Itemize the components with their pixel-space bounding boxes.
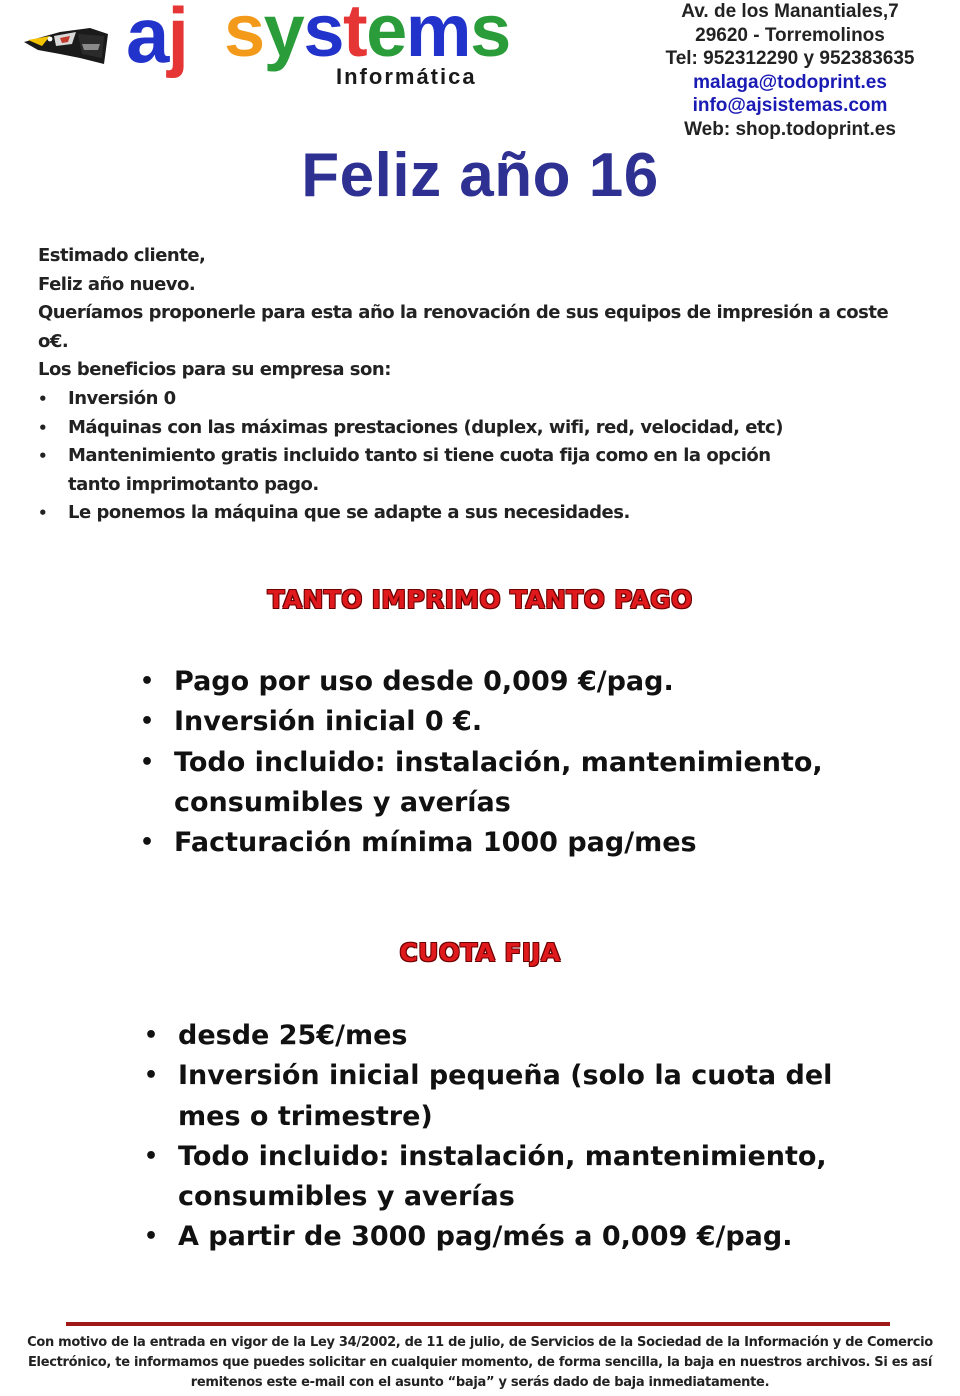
proposal: Queríamos proponerle para esta año la renovación de sus equipos de impresión a coste o€. xyxy=(38,302,889,352)
benefits-lead: Los beneficios para su empresa son: xyxy=(38,359,391,381)
list-item: • Pago por uso desde 0,009 €/pag. xyxy=(140,662,880,702)
email-link-malaga[interactable]: malaga@todoprint.es xyxy=(693,71,887,93)
email-link-info[interactable]: info@ajsistemas.com xyxy=(692,95,888,117)
list-item: • Le ponemos la máquina que se adapte a sus necesidades. xyxy=(38,499,918,528)
new-year-wish: Feliz año nuevo. xyxy=(38,273,196,295)
list-item: • Todo incluido: instalación, mantenimiento, consumibles y averías xyxy=(140,743,864,824)
phone: Tel: 952312290 y 952383635 xyxy=(665,48,915,70)
pay-per-use-list xyxy=(140,662,880,863)
web-link[interactable]: Web: shop.todoprint.es xyxy=(684,118,896,140)
city: 29620 - Torremolinos xyxy=(695,24,885,46)
list-item: • Inversión inicial 0 €. xyxy=(140,702,880,742)
page-title: Feliz año 16 xyxy=(301,141,659,210)
list-item: • Mantenimiento gratis incluido tanto si tiene cuota fija como en la opción tanto imprimotanto pago. xyxy=(38,442,828,499)
list-item: • Inversión inicial pequeña (solo la cuota del mes o trimestre) xyxy=(144,1056,878,1137)
fixed-fee-list xyxy=(144,1016,884,1258)
list-item: • Facturación mínima 1000 pag/mes xyxy=(140,823,880,863)
address: Av. de los Manantiales,7 xyxy=(681,1,899,22)
legal-notice: Con motivo de la entrada en vigor de la Ley 34/2002, de 11 de julio, de Servicios de la Sociedad de la Información y de Comercio Electrónico, te informamos que puedes solicitar en cualquier momento, de forma sencilla, la baja en nuestros archivos. Si es así remitenos este e-mail con el asunto “baja” y serás dado de baja inmediatamente. xyxy=(27,1335,933,1390)
intro-text xyxy=(38,242,918,528)
brand-wordmark xyxy=(126,0,546,90)
company-logo xyxy=(14,0,544,96)
svg-text:aj: aj xyxy=(126,0,188,79)
list-item: • Máquinas con las máximas prestaciones (duplex, wifi, red, velocidad, etc) xyxy=(38,414,918,443)
section-heading-pay-per-use: TANTO IMPRIMO TANTO PAGO xyxy=(267,585,693,614)
logo-subtitle: Informática xyxy=(336,64,477,89)
list-item: • A partir de 3000 pag/més a 0,009 €/pag. xyxy=(144,1217,884,1257)
svg-text:systems: systems xyxy=(224,0,510,72)
section-heading-fixed-fee: CUOTA FIJA xyxy=(399,938,561,967)
greeting: Estimado cliente, xyxy=(38,245,206,266)
parrot-bird-icon xyxy=(20,14,112,74)
list-item: • Todo incluido: instalación, mantenimiento, consumibles y averías xyxy=(144,1137,878,1218)
benefits-list xyxy=(38,385,918,528)
footer-divider xyxy=(66,1322,890,1326)
contact-block xyxy=(640,0,940,142)
list-item: • Inversión 0 xyxy=(38,385,918,414)
list-item: • desde 25€/mes xyxy=(144,1016,884,1056)
